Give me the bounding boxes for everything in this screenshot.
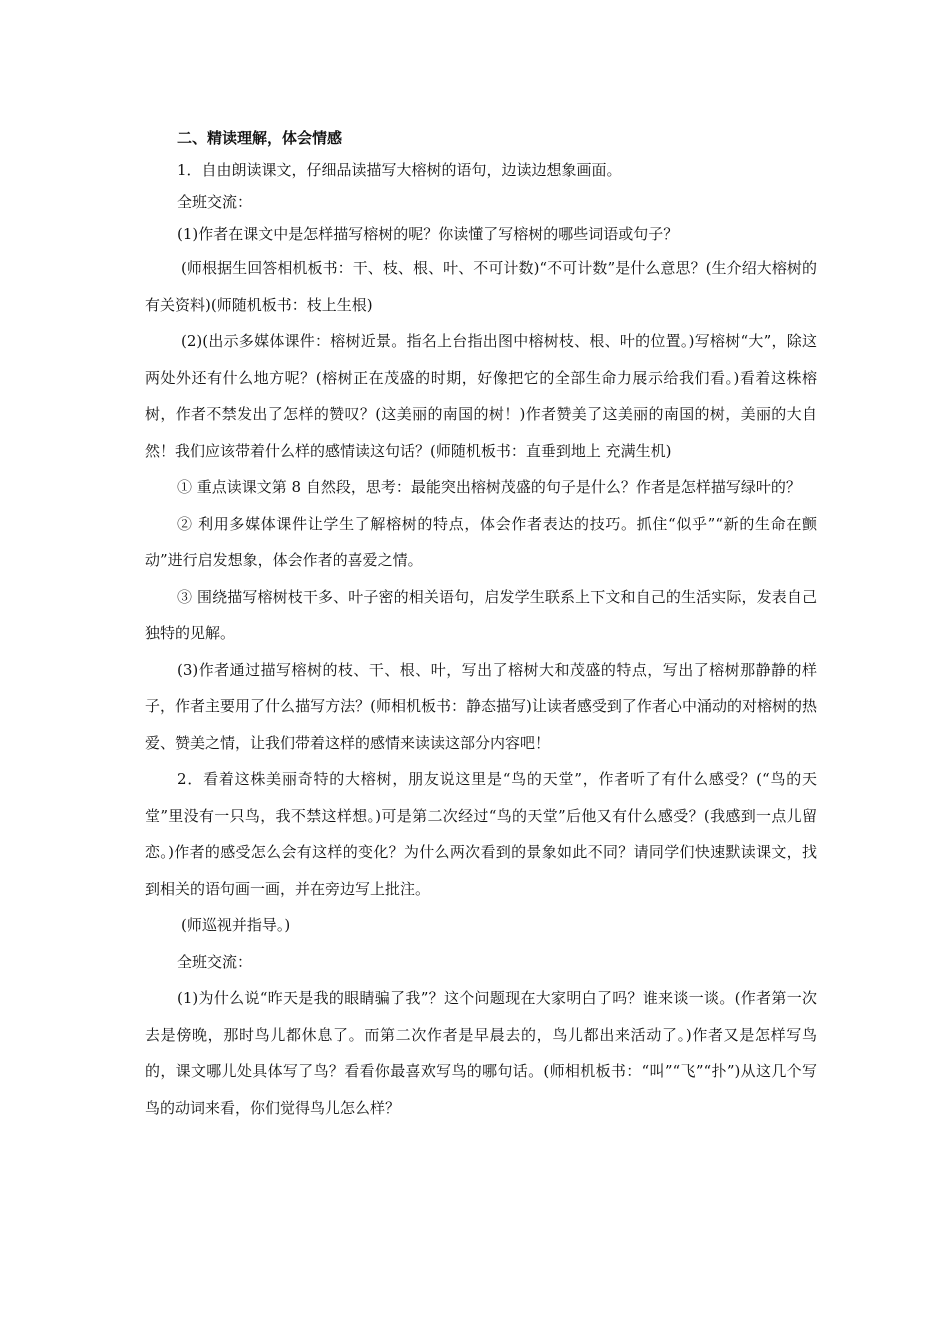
paragraph-7: ② 利用多媒体课件让学生了解榕树的特点，体会作者表达的技巧。抓住“似乎”“新的生命在颤动”进行启发想象，体会作者的喜爱之情。 [145,514,817,569]
paragraph-11: (师巡视并指导。) [181,916,291,934]
paragraph-9: (3)作者通过描写榕树的枝、干、根、叶，写出了榕树大和茂盛的特点，写出了榕树那静静的样子，作者主要用了什么描写方法？(师相机板书：静态描写)让读者感受到了作者心中涌动的对榕树的热爱、赞美之情，让我们带着这样的感情来读读这部分内容吧！ [145,660,817,752]
paragraph-6: ① 重点读课文第 8 自然段，思考：最能突出榕树茂盛的句子是什么？作者是怎样描写绿叶的？ [177,478,801,496]
paragraph-4: (师根据生回答相机板书：干、枝、根、叶、不可计数)“不可计数”是什么意思？(生介绍大榕树的有关资料)(师随机板书：枝上生根) [145,259,817,314]
paragraph-8: ③ 围绕描写榕树枝干多、叶子密的相关语句，启发学生联系上下文和自己的生活实际，发表自己独特的见解。 [145,587,817,642]
paragraph-1: 1．自由朗读课文，仔细品读描写大榕树的语句，边读边想象画面。 [177,161,622,179]
paragraph-5: (2)(出示多媒体课件：榕树近景。指名上台指出图中榕树枝、根、叶的位置。)写榕树“大”，除这两处外还有什么地方呢？(榕树正在茂盛的时期，好像把它的全部生命力展示给我们看。)看着这株榕树，作者不禁发出了怎样的赞叹？(这美丽的南国的树！)作者赞美了这美丽的南国的树，美丽的大自然！我们应该带着什么样的感情读这句话？(师随机板书：直垂到地上 充满生机) [145,332,817,460]
paragraph-2: 全班交流： [177,193,253,211]
section-heading: 二、精读理解，体会情感 [177,129,343,147]
paragraph-12: 全班交流： [177,952,253,971]
document-body [145,122,817,1126]
paragraph-3: (1)作者在课文中是怎样描写榕树的呢？你读懂了写榕树的哪些词语或句子？ [177,225,679,243]
paragraph-13: (1)为什么说“昨天是我的眼睛骗了我”？这个问题现在大家明白了吗？谁来谈一谈。(作者第一次去是傍晚，那时鸟儿都休息了。而第二次作者是早晨去的，鸟儿都出来活动了。)作者又是怎样写鸟的，课文哪儿处具体写了鸟？看看你最喜欢写鸟的哪句话。(师相机板书：“叫”“飞”“扑”)从这几个写鸟的动词来看，你们觉得鸟儿怎么样？ [145,989,817,1117]
paragraph-10: 2．看着这株美丽奇特的大榕树，朋友说这里是“鸟的天堂”，作者听了有什么感受？(“鸟的天堂”里没有一只鸟，我不禁这样想。)可是第二次经过“鸟的天堂”后他又有什么感受？(我感到一点儿留恋。)作者的感受怎么会有这样的变化？为什么两次看到的景象如此不同？请同学们快速默读课文，找到相关的语句画一画，并在旁边写上批注。 [145,770,817,898]
